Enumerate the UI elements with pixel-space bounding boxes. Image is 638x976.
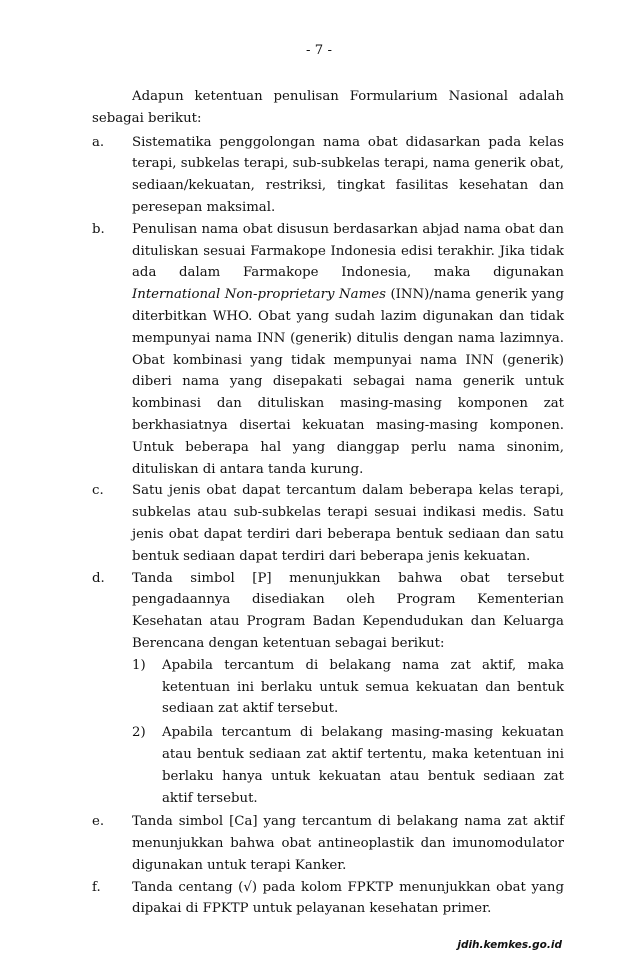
list-item-a: [92, 132, 564, 219]
list-marker: a.: [92, 134, 105, 150]
list-item-e: [92, 811, 564, 876]
list-item-f: [92, 877, 564, 921]
sub-item-2: [132, 722, 564, 809]
sub-item-text: Apabila tercantum di belakang masing-masing kekuatan atau bentuk sediaan zat aktif tertentu, maka ketentuan ini berlaku hanya untuk kekuatan atau bentuk sediaan zat aktif tersebut.: [162, 725, 564, 806]
list-marker: e.: [92, 814, 105, 830]
intro-paragraph: Adapun ketentuan penulisan Formularium Nasional adalah sebagai berikut:: [92, 89, 564, 126]
list-item-text: Sistematika penggolongan nama obat didasarkan pada kelas terapi, subkelas terapi, sub-subkelas terapi, nama generik obat, sediaan/kekuatan, restriksi, tingkat fasilitas kesehatan dan peresepan maksimal.: [132, 134, 564, 215]
list-item-text: Tanda centang (√) pada kolom FPKTP menunjukkan obat yang dipakai di FPKTP untuk pelayanan kesehatan primer.: [132, 879, 564, 917]
list-marker: f.: [92, 879, 101, 895]
text-segment: Penulisan nama obat disusun berdasarkan abjad nama obat dan dituliskan sesuai Farmakope Indonesia edisi terakhir. Jika tidak ada dalam Farmakope Indonesia, maka digunakan: [132, 221, 564, 281]
document-body: [92, 86, 564, 920]
list-marker: c.: [92, 483, 104, 499]
page-number: - 7 -: [306, 43, 332, 58]
list-item-text: Tanda simbol [P] menunjukkan bahwa obat tersebut pengadaannya disediakan oleh Program Kementerian Kesehatan atau Program Badan Kependudukan dan Keluarga Berencana dengan ketentuan sebagai berikut:: [132, 570, 564, 651]
list-item-body: [132, 568, 564, 812]
sub-item-text: Apabila tercantum di belakang nama zat aktif, maka ketentuan ini berlaku untuk semua kekuatan dan bentuk sediaan zat aktif tersebut.: [162, 657, 564, 717]
list-item-text: [132, 219, 564, 481]
sub-marker: 2): [132, 725, 146, 741]
italic-term: International Non-proprietary Names: [132, 287, 386, 303]
list-item-c: [92, 480, 564, 567]
sub-item-1: [132, 655, 564, 720]
list-item-b: [92, 219, 564, 481]
footer-source-link[interactable]: jdih.kemkes.go.id: [457, 939, 562, 951]
sub-marker: 1): [132, 657, 146, 673]
list-item-text: Satu jenis obat dapat tercantum dalam beberapa kelas terapi, subkelas atau sub-subkelas terapi sesuai indikasi medis. Satu jenis obat dapat terdiri dari beberapa bentuk sediaan dan satu bentuk sediaan dapat terdiri dari beberapa jenis kekuatan.: [132, 483, 564, 564]
list-marker: b.: [92, 221, 105, 237]
list-item-text: Tanda simbol [Ca] yang tercantum di belakang nama zat aktif menunjukkan bahwa obat antineoplastik dan imunomodulator digunakan untuk terapi Kanker.: [132, 814, 564, 873]
list-item-d: [92, 568, 564, 812]
list-marker: d.: [92, 570, 105, 586]
text-segment: (INN)/nama generik yang diterbitkan WHO. Obat yang sudah lazim digunakan dan tidak mempunyai nama INN (generik) ditulis dengan nama lazimnya. Obat kombinasi yang tidak mempunyai nama INN (generik) diberi nama yang disepakati sebagai nama generik untuk kombinasi dan dituliskan masing-masing komponen zat berkhasiatnya disertai kekuatan masing-masing komponen. Untuk beberapa hal yang dianggap perlu nama sinonim, dituliskan di antara tanda kurung.: [132, 287, 564, 477]
